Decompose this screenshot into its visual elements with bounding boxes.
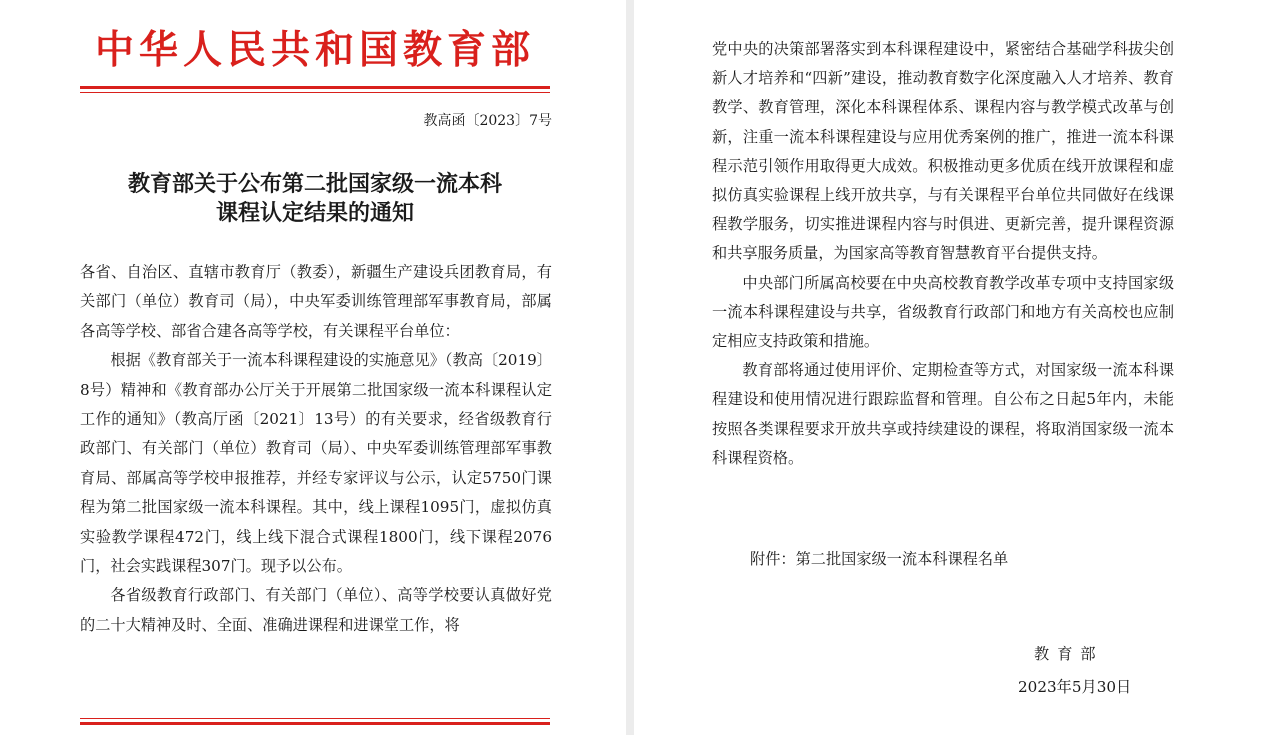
- body-paragraph-2-continued: 党中央的决策部署落实到本科课程建设中，紧密结合基础学科拔尖创新人才培养和“四新”建设，推动教育数字化深度融入人才培养、教育教学、教育管理，深化本科课程体系、课程内容与教学模式改革与创新，注重一流本科课程建设与应用优秀案例的推广，推进一流本科课程示范引领作用取得更大成效。积极推动更多优质在线开放课程和虚拟仿真实验课程上线开放共享，与有关课程平台单位共同做好在线课程教学服务，切实推进课程内容与时俱进、更新完善，提升课程资源和共享服务质量，为国家高等教育智慧教育平台提供支持。: [712, 40, 1174, 263]
- footer-rule-thin: [80, 718, 550, 719]
- body-paragraph-3: 中央部门所属高校要在中央高校教育教学改革专项中支持国家级一流本科课程建设与共享，省级教育行政部门和地方有关高校也应制定相应支持政策和措施。: [712, 273, 1174, 351]
- notice-title-line2: 课程认定结果的通知: [215, 200, 414, 226]
- document-page-right: [634, 0, 1271, 735]
- body-paragraph-4: 教育部将通过使用评价、定期检查等方式，对国家级一流本科课程建设和使用情况进行跟踪监督和管理。自公布之日起5年内，未能按照各类课程要求开放共享或持续建设的课程，将取消国家级一流本科课程资格。: [712, 361, 1174, 467]
- notice-title: [80, 170, 550, 228]
- masthead-rule-thick: [80, 86, 550, 89]
- masthead-rule-thin: [80, 92, 550, 93]
- left-body-text: [80, 258, 552, 640]
- body-paragraph-1: 根据《教育部关于一流本科课程建设的实施意见》（教高〔2019〕8号）精神和《教育部办公厅关于开展第二批国家级一流本科课程认定工作的通知》（教高厅函〔2021〕13号）的有关要求，经省级教育行政部门、有关部门（单位）教育司（局）、中央军委训练管理部军事教育局、部属高等学校申报推荐，并经专家评议与公示，认定5750门课程为第二批国家级一流本科课程。其中，线上课程1095门，虚拟仿真实验教学课程472门，线上线下混合式课程1800门，线下课程2076门，社会实践课程307门。现予以公布。: [80, 351, 552, 576]
- addressee-paragraph: 各省、自治区、直辖市教育厅（教委），新疆生产建设兵团教育局，有关部门（单位）教育司（局），中央军委训练管理部军事教育局，部属各高等学校、部省合建各高等学校，有关课程平台单位：: [80, 263, 552, 340]
- attachment-line: 附件：第二批国家级一流本科课程名单: [750, 550, 1009, 568]
- footer-rule-thick: [80, 722, 550, 725]
- signature-date: 2023年5月30日: [1018, 678, 1132, 696]
- document-number: 教高函〔2023〕7号: [423, 113, 552, 129]
- body-paragraph-2-start: 各省级教育行政部门、有关部门（单位）、高等学校要认真做好党的二十大精神及时、全面、准确进课程和进课堂工作，将: [80, 586, 552, 634]
- signature-organization: 教育部: [1034, 645, 1104, 663]
- notice-title-line1: 教育部关于公布第二批国家级一流本科: [127, 171, 502, 197]
- right-body-text: [712, 35, 1174, 473]
- masthead-title: 中华人民共和国教育部: [94, 27, 535, 73]
- document-page-left: [0, 0, 626, 735]
